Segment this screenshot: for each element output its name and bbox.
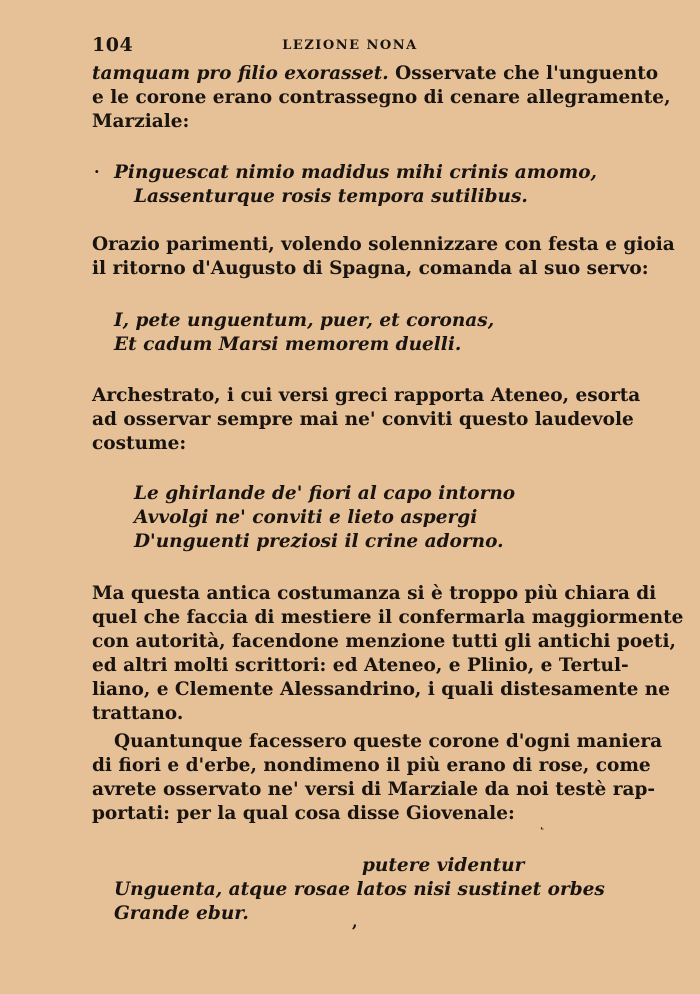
verse-line: Lassenturque rosis tempora sutilibus. [134, 186, 528, 207]
text-line: Ma questa antica costumanza si è troppo più chiara di [92, 583, 657, 604]
text-line: trattano. [92, 703, 184, 724]
page-number: 104 [92, 34, 134, 56]
stray-mark: , [352, 912, 358, 931]
page-header [92, 34, 608, 58]
text-line: quel che faccia di mestiere il confermarla maggiormente [92, 607, 684, 628]
text-line: costume: [92, 433, 187, 454]
text-line: Orazio parimenti, volendo solennizzare con festa e gioia [92, 234, 675, 255]
text-line: di fiori e d'erbe, nondimeno il più erano di rose, come [92, 755, 651, 776]
verse-line: Pinguescat nimio madidus mihi crinis amomo, [114, 162, 597, 183]
verse-line: Avvolgi ne' conviti e lieto aspergi [134, 507, 478, 528]
text-line: Marziale: [92, 111, 190, 132]
text-line [92, 62, 659, 86]
verse-line: Et cadum Marsi memorem duelli. [114, 334, 462, 355]
stray-mark: ˛ [539, 816, 545, 830]
stray-mark: · [94, 162, 100, 181]
verse-line: Unguenta, atque rosae latos nisi sustinet orbes [114, 879, 605, 900]
verse-line: putere videntur [362, 855, 525, 876]
text-line: e le corone erano contrassegno di cenare allegramente, [92, 87, 671, 108]
text-line: liano, e Clemente Alessandrino, i quali distesamente ne [92, 679, 671, 700]
running-title: LEZIONE NONA [282, 38, 418, 53]
text-line: con autorità, facendone menzione tutti gli antichi poeti, [92, 631, 676, 652]
latin-phrase: tamquam pro filio exorasset. [92, 63, 389, 84]
text-line: Archestrato, i cui versi greci rapporta Ateneo, esorta [92, 385, 641, 406]
text-line: portati: per la qual cosa disse Giovenale: [92, 803, 515, 824]
text-line: Quantunque facessero queste corone d'ogni maniera [114, 731, 663, 752]
text-line: il ritorno d'Augusto di Spagna, comanda al suo servo: [92, 258, 649, 279]
text-line: ed altri molti scrittori: ed Ateneo, e Plinio, e Tertul- [92, 655, 629, 676]
text-span: Osservate che l'unguento [388, 63, 659, 84]
verse-line: Grande ebur. [114, 903, 249, 924]
verse-line: I, pete unguentum, puer, et coronas, [114, 310, 495, 331]
text-line: avrete osservato ne' versi di Marziale da noi testè rap- [92, 779, 656, 800]
verse-line: D'unguenti preziosi il crine adorno. [134, 531, 504, 552]
verse-line: Le ghirlande de' fiori al capo intorno [134, 483, 516, 504]
text-line: ad osservar sempre mai ne' conviti questo laudevole [92, 409, 634, 430]
